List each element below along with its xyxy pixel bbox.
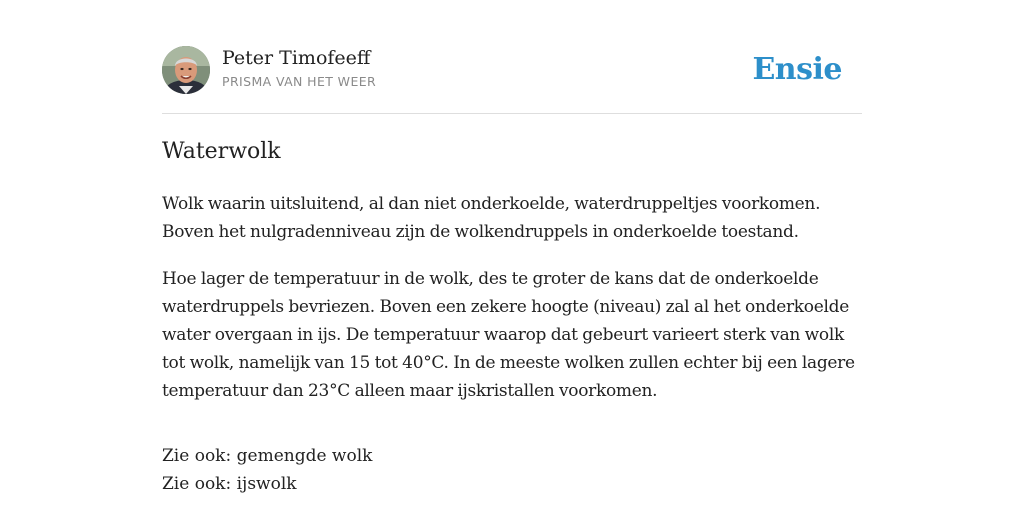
author-source[interactable]: PRISMA VAN HET WEER <box>222 74 377 89</box>
author-avatar[interactable] <box>162 46 210 94</box>
entry-card <box>162 0 862 512</box>
entry-paragraph: Wolk waarin uitsluitend, al dan niet onderkoelde, waterdruppeltjes voorkomen. Boven het nulgradenniveau zijn de wolkendruppels in onderkoelde toestand. <box>162 194 821 242</box>
entry-body <box>162 190 862 498</box>
entry-header <box>162 46 862 96</box>
see-also-item <box>162 442 862 470</box>
see-also-prefix: Zie ook: <box>162 474 237 494</box>
see-also-list <box>162 442 862 498</box>
see-also-item <box>162 470 862 498</box>
author-photo <box>162 46 210 94</box>
entry-paragraph: Hoe lager de temperatuur in de wolk, des te groter de kans dat de onderkoelde waterdruppels bevriezen. Boven een zekere hoogte (niveau) zal al het onderkoelde water overgaan in ijs. De temperatuur waarop dat gebeurt varieert sterk van wolk tot wolk, namelijk van 15 tot 40°C. In de meeste wolken zullen echter bij een lagere temperatuur dan 23°C alleen maar ijskristallen voorkomen. <box>162 269 855 401</box>
entry-title: Waterwolk <box>162 139 281 164</box>
ensie-logo[interactable]: Ensie <box>752 52 842 87</box>
author-name[interactable]: Peter Timofeeff <box>222 47 371 69</box>
see-also-prefix: Zie ook: <box>162 446 237 466</box>
header-divider <box>162 113 862 114</box>
see-also-link-gemengde-wolk[interactable]: gemengde wolk <box>236 446 373 466</box>
see-also-link-ijswolk[interactable]: ijswolk <box>236 474 297 494</box>
